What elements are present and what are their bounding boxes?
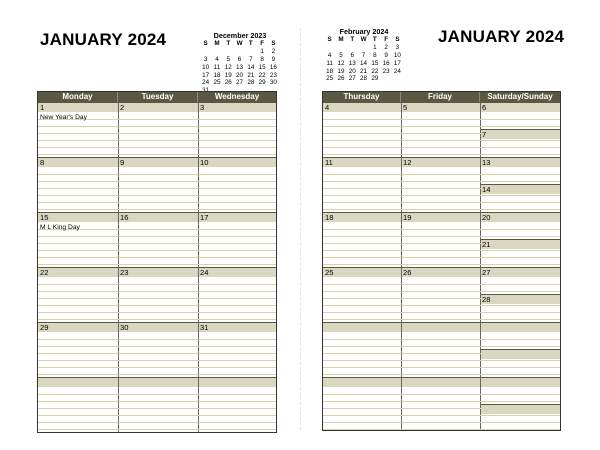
mini-day-cell: 13 (348, 59, 356, 67)
mini-day-cell (392, 75, 403, 83)
date-band (481, 322, 560, 332)
mini-day-cell: 30 (269, 79, 277, 87)
date-number: 6 (482, 103, 487, 112)
date-number: 2 (120, 103, 125, 112)
weekday-header-row (38, 92, 276, 102)
date-band (199, 267, 276, 277)
date-number: 19 (403, 213, 412, 222)
date-band (481, 267, 560, 277)
ruled-line (38, 339, 276, 340)
ruled-line (323, 147, 560, 148)
mini-day-header: S (203, 40, 208, 47)
weekday-header-row (323, 92, 560, 102)
ruled-line (323, 229, 560, 230)
mini-day-cell: 10 (393, 51, 401, 59)
date-number: 15 (40, 213, 49, 222)
date-band (199, 102, 276, 112)
mini-day-cell: 25 (213, 79, 221, 87)
ruled-line (38, 394, 276, 395)
ruled-line (38, 408, 276, 409)
mini-day-cell: 15 (258, 63, 266, 71)
mini-day-cell: 23 (269, 71, 277, 79)
date-band (323, 322, 401, 332)
mini-day-cell: 16 (382, 59, 390, 67)
mini-day-cell: 24 (202, 79, 210, 87)
mini-day-cell: 3 (395, 43, 400, 51)
ruled-line (323, 312, 560, 313)
date-band (38, 377, 118, 387)
mini-day-cell (211, 48, 222, 56)
mini-day-cell (347, 44, 358, 52)
mini-day-cell: 21 (360, 67, 368, 75)
mini-day-header: S (327, 36, 332, 43)
date-band (481, 239, 560, 249)
mini-day-cell: 1 (373, 43, 377, 51)
mini-day-header: T (226, 40, 231, 47)
mini-day-cell: 28 (360, 75, 368, 83)
mini-day-header: T (350, 36, 355, 43)
mini-day-cell: 10 (202, 63, 210, 71)
mini-calendar-title: February 2024 (339, 27, 389, 36)
date-number: 14 (482, 185, 491, 194)
mini-day-cell: 27 (348, 75, 356, 83)
ruled-line (38, 415, 276, 416)
ruled-line (323, 140, 560, 141)
date-number: 30 (120, 323, 129, 332)
mini-day-cell: 20 (348, 67, 356, 75)
ruled-line (38, 250, 276, 251)
date-number: 11 (325, 158, 333, 167)
mini-day-header: M (214, 40, 220, 47)
date-number: 18 (325, 213, 334, 222)
date-band (323, 267, 401, 277)
date-band (323, 102, 401, 112)
mini-day-header: T (248, 40, 253, 47)
mini-day-cell: 4 (327, 51, 332, 59)
mini-day-cell: 29 (371, 75, 379, 83)
date-band (402, 322, 480, 332)
date-band (323, 157, 401, 167)
date-band (323, 377, 401, 387)
ruled-line (323, 195, 560, 196)
date-number: 23 (120, 268, 129, 277)
date-number: 9 (120, 158, 125, 167)
ruled-line (323, 319, 560, 320)
calendar-grid-right (322, 91, 561, 431)
ruled-line (323, 154, 560, 155)
ruled-line (38, 174, 276, 175)
mini-day-cell (380, 75, 391, 83)
page-title-right: JANUARY 2024 (438, 27, 565, 46)
mini-day-cell (234, 48, 245, 56)
ruled-line (38, 195, 276, 196)
date-band (402, 377, 480, 387)
ruled-line (323, 401, 560, 402)
ruled-line (323, 174, 560, 175)
ruled-line (38, 312, 276, 313)
date-number: 4 (325, 103, 330, 112)
ruled-line (38, 188, 276, 189)
date-band (402, 102, 480, 112)
date-number: 21 (482, 240, 491, 249)
mini-day-cell: 3 (203, 55, 208, 63)
date-band (119, 267, 198, 277)
date-number: 7 (482, 130, 487, 139)
date-band (481, 377, 560, 387)
ruled-line (323, 181, 560, 182)
mini-day-cell: 27 (236, 79, 244, 87)
ruled-line (38, 374, 276, 375)
mini-day-cell (335, 44, 346, 52)
date-number: 13 (482, 158, 491, 167)
date-number: 16 (120, 213, 129, 222)
holiday-label: New Year's Day (40, 114, 87, 121)
mini-calendar-february (324, 27, 404, 83)
ruled-line (38, 126, 276, 127)
date-number: 25 (325, 268, 334, 277)
ruled-line (323, 429, 560, 430)
date-band (38, 267, 118, 277)
mini-day-cell: 24 (393, 67, 401, 75)
ruled-line (323, 394, 560, 395)
weekday-header: Friday (401, 92, 480, 102)
ruled-line (323, 284, 560, 285)
ruled-line (323, 126, 560, 127)
date-band (481, 129, 560, 139)
mini-day-cell: 17 (202, 71, 210, 79)
mini-day-cell: 7 (249, 55, 253, 63)
date-band (38, 322, 118, 332)
mini-day-header: W (236, 40, 243, 47)
date-number: 1 (40, 103, 45, 112)
holiday-label: M L King Day (40, 224, 80, 231)
ruled-line (323, 415, 560, 416)
date-number: 3 (200, 103, 205, 112)
date-number: 8 (40, 158, 45, 167)
mini-day-cell: 6 (237, 55, 242, 63)
date-number: 27 (482, 268, 491, 277)
mini-day-cell (324, 44, 335, 52)
mini-day-cell: 14 (360, 59, 368, 67)
page-fold-divider (300, 28, 301, 430)
mini-day-cell: 8 (373, 51, 377, 59)
ruled-line (38, 401, 276, 402)
date-band (38, 157, 118, 167)
ruled-line (38, 298, 276, 299)
mini-calendar-grid (200, 40, 280, 95)
weekday-header: Saturday/Sunday (487, 92, 553, 101)
date-number: 28 (482, 295, 491, 304)
date-band (402, 267, 480, 277)
ruled-line (38, 154, 276, 155)
mini-day-cell (223, 48, 234, 56)
ruled-line (38, 202, 276, 203)
mini-calendar-grid (324, 36, 404, 83)
calendar-grid-left (37, 91, 277, 433)
date-band (481, 349, 560, 359)
date-number: 29 (40, 323, 49, 332)
ruled-line (38, 181, 276, 182)
mini-calendar-title: December 2023 (213, 31, 267, 40)
mini-day-cell: 28 (247, 79, 255, 87)
mini-day-cell: 12 (337, 59, 345, 67)
date-band (481, 212, 560, 222)
ruled-line (38, 133, 276, 134)
ruled-line (38, 243, 276, 244)
mini-day-cell: 5 (226, 55, 230, 63)
mini-day-cell: 15 (371, 59, 379, 67)
mini-day-cell: 11 (213, 63, 221, 71)
mini-day-cell: 19 (224, 71, 232, 79)
ruled-line (323, 119, 560, 120)
date-band (402, 157, 480, 167)
date-band (119, 157, 198, 167)
date-band (199, 212, 276, 222)
date-band (119, 322, 198, 332)
mini-day-cell: 26 (337, 75, 345, 83)
weekday-header: Wednesday (214, 92, 260, 101)
mini-day-header: M (338, 36, 344, 43)
mini-day-cell: 8 (260, 55, 264, 63)
ruled-line (38, 319, 276, 320)
mini-day-cell: 26 (224, 79, 232, 87)
date-band (38, 212, 118, 222)
mini-calendar-december (200, 31, 280, 95)
mini-day-cell: 22 (258, 71, 266, 79)
mini-day-cell: 18 (326, 67, 334, 75)
date-band (323, 212, 401, 222)
date-band (481, 184, 560, 194)
date-band (199, 377, 276, 387)
mini-day-header: S (395, 36, 400, 43)
mini-day-cell: 4 (215, 55, 219, 63)
mini-day-cell: 2 (271, 47, 276, 55)
ruled-line (323, 346, 560, 347)
mini-day-cell: 13 (236, 63, 244, 71)
ruled-line (38, 429, 276, 430)
mini-day-cell: 16 (269, 63, 277, 71)
weekday-header: Thursday (323, 92, 401, 102)
mini-day-cell: 11 (326, 59, 333, 67)
date-band (38, 102, 118, 112)
mini-day-header: W (360, 36, 367, 43)
ruled-line (38, 147, 276, 148)
date-number: 5 (403, 103, 408, 112)
ruled-line (38, 305, 276, 306)
mini-day-cell: 6 (350, 51, 354, 59)
mini-day-cell: 18 (213, 71, 221, 79)
date-number: 31 (200, 323, 209, 332)
date-number: 22 (40, 268, 49, 277)
weekday-header: Monday (38, 92, 118, 102)
page-title-left: JANUARY 2024 (40, 30, 167, 49)
ruled-line (38, 236, 276, 237)
mini-day-cell: 29 (258, 79, 266, 87)
mini-day-cell: 23 (382, 67, 390, 75)
date-number: 10 (200, 158, 209, 167)
ruled-line (38, 291, 276, 292)
weekday-header: Tuesday (118, 92, 198, 102)
ruled-line (38, 360, 276, 361)
mini-day-cell: 20 (236, 71, 244, 79)
date-band (481, 404, 560, 414)
date-band (199, 157, 276, 167)
mini-day-cell: 1 (260, 47, 264, 55)
ruled-line (38, 284, 276, 285)
ruled-line (323, 367, 560, 368)
date-band (199, 322, 276, 332)
mini-day-cell: 9 (384, 51, 388, 59)
ruled-line (323, 236, 560, 237)
mini-day-cell: 9 (271, 55, 276, 63)
mini-day-cell (358, 44, 369, 52)
date-band (119, 102, 198, 112)
mini-day-header: T (372, 36, 377, 43)
mini-day-cell: 22 (371, 67, 379, 75)
mini-day-cell: 5 (339, 51, 343, 59)
mini-day-cell: 17 (393, 59, 401, 67)
ruled-line (323, 374, 560, 375)
ruled-line (323, 202, 560, 203)
mini-day-cell: 7 (361, 51, 366, 59)
ruled-line (323, 291, 560, 292)
date-band (119, 377, 198, 387)
date-number: 20 (482, 213, 491, 222)
mini-day-cell: 25 (326, 75, 334, 83)
ruled-line (323, 209, 560, 210)
mini-day-cell (245, 48, 256, 56)
date-band (481, 157, 560, 167)
mini-day-cell (200, 48, 211, 56)
mini-day-header: F (384, 36, 389, 43)
date-number: 26 (403, 268, 412, 277)
ruled-line (38, 140, 276, 141)
mini-day-cell: 14 (247, 63, 255, 71)
ruled-line (38, 209, 276, 210)
ruled-line (38, 422, 276, 423)
ruled-line (38, 346, 276, 347)
ruled-line (323, 257, 560, 258)
date-band (481, 294, 560, 304)
mini-day-header: F (260, 40, 265, 47)
ruled-line (323, 339, 560, 340)
ruled-line (323, 422, 560, 423)
date-number: 12 (403, 158, 412, 167)
ruled-line (38, 353, 276, 354)
date-band (481, 102, 560, 112)
date-band (402, 212, 480, 222)
date-number: 17 (200, 213, 209, 222)
mini-day-cell: 2 (384, 43, 388, 51)
ruled-line (323, 360, 560, 361)
mini-day-cell: 21 (247, 71, 255, 79)
ruled-line (38, 257, 276, 258)
mini-day-cell: 12 (224, 63, 232, 71)
date-number: 24 (200, 268, 209, 277)
ruled-line (38, 367, 276, 368)
ruled-line (38, 264, 276, 265)
mini-day-header: S (271, 40, 276, 47)
date-band (119, 212, 198, 222)
ruled-line (323, 305, 560, 306)
mini-day-cell: 19 (337, 67, 345, 75)
ruled-line (323, 250, 560, 251)
ruled-line (323, 264, 560, 265)
